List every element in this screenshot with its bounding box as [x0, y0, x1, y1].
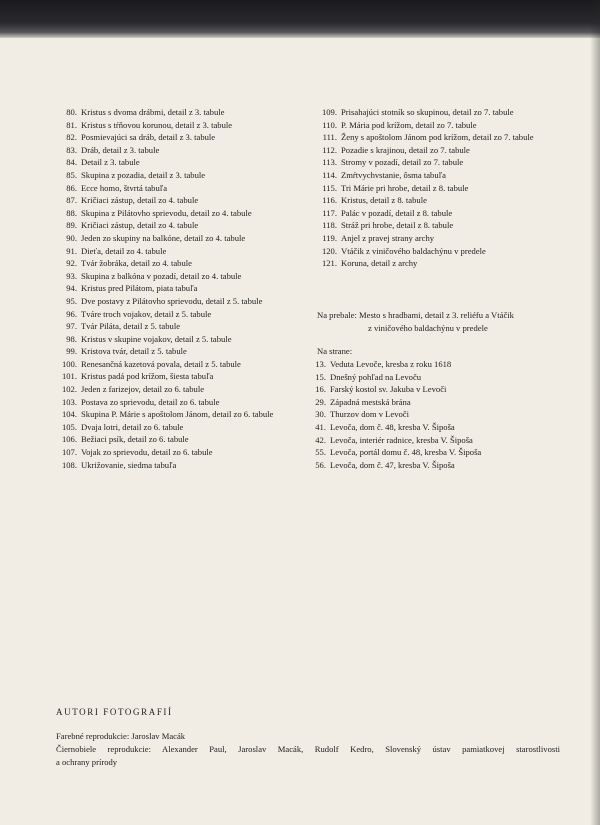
- item-number: 95.: [66, 295, 77, 306]
- item-caption: Kristus pred Pilátom, piata tabuľa: [81, 283, 198, 294]
- item-number: 84.: [66, 157, 77, 168]
- item-number: 81.: [66, 119, 77, 130]
- item-number: 55.: [315, 447, 326, 458]
- item-caption: Vojak zo sprievodu, detail zo 6. tabule: [81, 447, 213, 458]
- list-item: [316, 156, 591, 169]
- item-number: 41.: [315, 421, 326, 432]
- item-number: 117.: [322, 207, 337, 218]
- item-caption: Kristova tvár, detail z 5. tabule: [81, 346, 187, 357]
- list-item: [56, 295, 306, 308]
- list-item: [56, 106, 306, 119]
- item-number: 16.: [315, 384, 326, 395]
- item-number: 119.: [322, 232, 337, 243]
- item-caption: Thurzov dom v Levoči: [330, 409, 409, 420]
- list-item: [56, 358, 306, 371]
- item-caption: Kristus padá pod krížom, šiesta tabuľa: [81, 371, 214, 382]
- item-caption: Posmievajúci sa dráb, detail z 3. tabule: [81, 132, 216, 143]
- list-item: [56, 144, 306, 157]
- item-caption: Veduta Levoče, kresba z roku 1618: [330, 359, 452, 369]
- bw-reproductions-credit-line-2: a ochrany prírody: [56, 757, 118, 767]
- item-caption: Kristus s tŕňovou korunou, detail z 3. tabule: [81, 119, 233, 130]
- list-item: [311, 446, 591, 459]
- item-number: 105.: [61, 421, 77, 432]
- item-number: 97.: [66, 321, 77, 332]
- list-item: [316, 182, 591, 195]
- item-caption: Zmŕtvychvstanie, ôsma tabuľa: [341, 169, 446, 180]
- photo-authors-block: [56, 730, 560, 769]
- item-caption: Tvár Piláta, detail z 5. tabule: [81, 321, 181, 332]
- item-number: 103.: [61, 396, 77, 407]
- list-item: [316, 119, 591, 132]
- item-caption: Koruna, detail z archy: [341, 258, 418, 269]
- item-number: 120.: [321, 245, 337, 256]
- item-number: 114.: [322, 169, 337, 180]
- item-caption: Dnešný pohľad na Levoču: [330, 371, 422, 382]
- list-item: [316, 169, 591, 182]
- list-item: [311, 434, 591, 447]
- item-number: 111.: [322, 132, 337, 143]
- item-caption: Levoča, portál domu č. 48, kresba V. Šipoša: [330, 447, 482, 458]
- item-caption: Kričiaci zástup, detail zo 4. tabule: [81, 220, 199, 231]
- item-number: 96.: [66, 308, 77, 319]
- item-caption: Postava zo sprievodu, detail zo 6. tabule: [81, 396, 220, 407]
- item-caption: Stráž pri hrobe, detail z 8. tabule: [341, 220, 454, 231]
- list-item: [316, 144, 591, 157]
- item-number: 115.: [322, 182, 337, 193]
- list-item: [56, 207, 306, 220]
- list-item: [56, 433, 306, 446]
- page-illustrations-heading: Na strane:: [317, 346, 353, 356]
- item-number: 29.: [315, 396, 326, 407]
- list-item: [56, 396, 306, 409]
- list-item: [56, 421, 306, 434]
- list-item: [311, 408, 591, 421]
- item-number: 109.: [321, 107, 337, 117]
- item-number: 85.: [66, 169, 77, 180]
- list-item: [316, 245, 591, 258]
- list-item: [56, 408, 306, 421]
- item-caption: Levoča, dom č. 48, kresba V. Šipoša: [330, 421, 455, 432]
- item-number: 91.: [66, 245, 77, 256]
- list-item: [56, 182, 306, 195]
- item-caption: Pozadie s krajinou, detail zo 7. tabule: [341, 144, 470, 155]
- item-number: 118.: [322, 220, 337, 231]
- item-number: 92.: [66, 258, 77, 269]
- item-caption: Bežiaci psík, detail zo 6. tabule: [81, 434, 189, 445]
- item-caption: Jeden z farizejov, detail zo 6. tabule: [81, 384, 205, 395]
- list-item: [316, 232, 591, 245]
- item-caption: Levoča, interiér radnice, kresba V. Šipoša: [330, 434, 473, 445]
- list-item: [56, 219, 306, 232]
- item-number: 83.: [66, 144, 77, 155]
- item-number: 108.: [61, 459, 77, 470]
- list-item: [56, 232, 306, 245]
- list-item: [56, 459, 306, 472]
- list-item: [56, 194, 306, 207]
- list-item: [311, 383, 591, 396]
- item-number: 98.: [66, 333, 77, 344]
- list-item: [316, 194, 591, 207]
- list-item: [56, 119, 306, 132]
- item-number: 101.: [61, 371, 77, 382]
- item-caption: Prisahajúci stotník so skupinou, detail zo 7. tabule: [341, 107, 514, 117]
- list-item: [56, 383, 306, 396]
- item-number: 15.: [315, 371, 326, 382]
- item-caption: Renesančná kazetová povala, detail z 5. tabule: [81, 358, 241, 369]
- scan-right-edge: [590, 0, 600, 825]
- item-number: 42.: [315, 434, 326, 445]
- item-caption: Anjel z pravej strany archy: [341, 232, 435, 243]
- list-item: [316, 219, 591, 232]
- page-illustrations-list: [311, 358, 591, 471]
- list-item: [311, 396, 591, 409]
- list-item: [56, 131, 306, 144]
- list-item: [56, 169, 306, 182]
- bw-reproductions-credit-line-1: Čiernobiele reprodukcie: Alexander Paul, Jaroslav Macák, Rudolf Kedro, Slovenský ústav pamiatkovej starostlivosti: [56, 744, 560, 754]
- item-caption: Dieťa, detail zo 4. tabule: [81, 245, 167, 256]
- list-item: [311, 421, 591, 434]
- item-number: 89.: [66, 220, 77, 231]
- list-item: [316, 207, 591, 220]
- item-caption: Skupina z Pilátovho sprievodu, detail zo 4. tabule: [81, 207, 252, 218]
- item-number: 113.: [322, 157, 337, 168]
- list-item: [56, 282, 306, 295]
- list-item: [56, 345, 306, 358]
- item-number: 82.: [66, 132, 77, 143]
- photo-authors-heading: AUTORI FOTOGRAFIÍ: [56, 707, 173, 717]
- list-item: [316, 131, 591, 144]
- item-caption: Vtáčik z viničového baldachýnu v predele: [341, 245, 486, 256]
- illustration-list-right: [316, 106, 591, 270]
- item-number: 86.: [66, 182, 77, 193]
- item-number: 56.: [315, 459, 326, 470]
- item-caption: Jeden zo skupiny na balkóne, detail zo 4. tabule: [81, 232, 246, 243]
- item-number: 116.: [322, 195, 337, 206]
- item-number: 80.: [66, 107, 77, 117]
- item-caption: Ecce homo, štvrtá tabuľa: [81, 182, 168, 193]
- item-caption: Skupina z balkóna v pozadí, detail zo 4. tabule: [81, 270, 242, 281]
- item-caption: P. Mária pod krížom, detail zo 7. tabule: [341, 119, 477, 130]
- list-item: [56, 245, 306, 258]
- item-caption: Kristus v skupine vojakov, detail z 5. tabule: [81, 333, 232, 344]
- item-number: 94.: [66, 283, 77, 294]
- list-item: [316, 257, 591, 270]
- item-caption: Kristus s dvoma drábmi, detail z 3. tabule: [81, 107, 225, 117]
- item-caption: Palác v pozadí, detail z 8. tabule: [341, 207, 453, 218]
- list-item: [311, 459, 591, 472]
- item-caption: Tri Márie pri hrobe, detail z 8. tabule: [341, 182, 469, 193]
- cover-caption: [317, 309, 592, 334]
- list-item: [56, 270, 306, 283]
- list-item: [56, 257, 306, 270]
- list-item: [56, 446, 306, 459]
- item-number: 30.: [315, 409, 326, 420]
- item-caption: Dvaja lotri, detail zo 6. tabule: [81, 421, 184, 432]
- item-number: 110.: [322, 119, 337, 130]
- item-caption: Levoča, dom č. 47, kresba V. Šipoša: [330, 459, 455, 470]
- item-number: 88.: [66, 207, 77, 218]
- item-number: 90.: [66, 232, 77, 243]
- item-caption: Dve postavy z Pilátovho sprievodu, detail z 5. tabule: [81, 295, 263, 306]
- list-item: [56, 333, 306, 346]
- list-item: [311, 371, 591, 384]
- cover-caption-line-2: z viničového baldachýnu v predele: [368, 322, 488, 333]
- item-caption: Kričiaci zástup, detail zo 4. tabule: [81, 195, 199, 206]
- item-caption: Skupina P. Márie s apoštolom Jánom, detail zo 6. tabule: [81, 409, 274, 420]
- item-caption: Stromy v pozadí, detail zo 7. tabule: [341, 157, 464, 168]
- cover-caption-line-1: Na prebale: Mesto s hradbami, detail z 3. reliéfu a Vtáčik: [317, 310, 514, 320]
- item-number: 13.: [315, 359, 326, 369]
- list-item: [56, 156, 306, 169]
- list-item: [311, 358, 591, 371]
- list-item: [56, 370, 306, 383]
- item-number: 102.: [61, 384, 77, 395]
- illustration-list-left: [56, 106, 306, 471]
- item-caption: Tvár žobráka, detail zo 4. tabule: [81, 258, 192, 269]
- item-number: 104.: [61, 409, 77, 420]
- item-number: 112.: [322, 144, 337, 155]
- item-number: 100.: [61, 358, 77, 369]
- list-item: [316, 106, 591, 119]
- item-caption: Kristus, detail z 8. tabule: [341, 195, 427, 206]
- item-caption: Západná mestská brána: [330, 396, 411, 407]
- scan-top-shadow: [0, 0, 600, 38]
- item-caption: Farský kostol sv. Jakuba v Levoči: [330, 384, 447, 395]
- item-caption: Ženy s apoštolom Jánom pod krížom, detail zo 7. tabule: [341, 132, 534, 143]
- list-item: [56, 320, 306, 333]
- item-caption: Skupina z pozadia, detail z 3. tabule: [81, 169, 206, 180]
- item-number: 93.: [66, 270, 77, 281]
- item-number: 107.: [61, 447, 77, 458]
- color-reproductions-credit: Farebné reprodukcie: Jaroslav Macák: [56, 731, 186, 741]
- item-caption: Dráb, detail z 3. tabule: [81, 144, 160, 155]
- list-item: [56, 308, 306, 321]
- item-number: 87.: [66, 195, 77, 206]
- item-caption: Ukrižovanie, siedma tabuľa: [81, 459, 177, 470]
- item-number: 121.: [321, 258, 337, 269]
- item-caption: Tváre troch vojakov, detail z 5. tabule: [81, 308, 212, 319]
- item-caption: Detail z 3. tabule: [81, 157, 140, 168]
- item-number: 99.: [66, 346, 77, 357]
- item-number: 106.: [61, 434, 77, 445]
